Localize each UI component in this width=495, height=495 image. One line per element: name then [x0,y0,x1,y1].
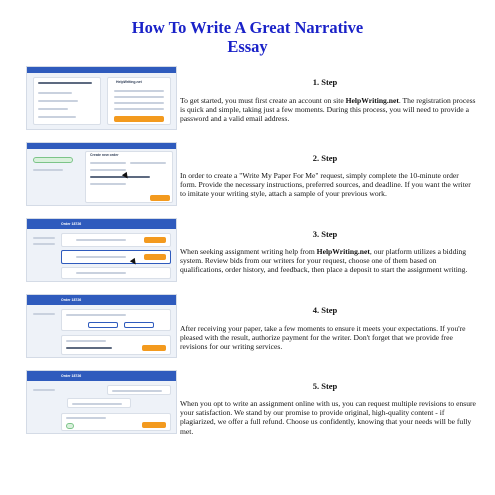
thumb-file-card [61,335,171,355]
step-2-heading: 2. Step [312,153,338,163]
thumb-revision-card [61,413,171,431]
thumb-result-card [61,309,171,331]
step-3-heading: 3. Step [312,229,338,239]
step-5-text: When you opt to write an assignment online with us, you can request multiple revisions to ensure your satisfaction. We stand by our promise to provide original, high-quality content - if plagiarized, we offer a full refund. Choose us confidently, knowing that your needs will be fully met. [180,399,476,436]
step-1-text: To get started, you must first create an account on site HelpWriting.net. The registration process is quick and simple, taking just a few moments. During this process, you will need to provide a password and a valid email address. [180,96,476,124]
step-4-heading: 4. Step [312,305,338,315]
title-line-1: How To Write A Great Narrative [131,18,364,37]
thumb-bid-card [61,233,171,247]
title-line-2: Essay [227,37,268,56]
step-1-screenshot [26,66,177,130]
thumb-order-number: Order 18726 [61,374,82,378]
thumb-bid-card-selected [61,250,171,264]
step-5-heading: 5. Step [312,381,338,391]
thumb-logo-text: HelpWriting.net [116,80,142,84]
thumb-header-bar [27,371,176,381]
page-title [0,18,495,56]
thumb-header-bar [27,143,176,149]
thumb-message-bubble [67,398,131,408]
thumb-bid-card [61,267,171,279]
thumb-order-number: Order 18726 [61,222,82,226]
step-1-heading: 1. Step [312,77,338,87]
step-3-screenshot [26,218,177,282]
step-2-text: In order to create a "Write My Paper For Me" request, simply complete the 10-minute order form. Provide the necessary instructions, preferred sources, and deadline. If you want the writer to imitate your writing style, attach a sample of your previous work. [180,171,471,199]
thumb-message-bubble [107,385,171,395]
step-4-text: After receiving your paper, take a few moments to ensure it meets your expectations. If you're pleased with the result, authorize payment for the writer. Don't forget that we provide free revisions for our writing services. [180,324,466,352]
step-4-screenshot [26,294,177,358]
thumb-next-button [150,195,170,201]
step-3-text: When seeking assignment writing help from HelpWriting.net, our platform utilizes a bidding system. Review bids from our writers for your request, choose one of them based on qualifications, order history, and feedback, then place a deposit to start the assignment writing. [180,247,468,275]
thumb-card-right [107,77,171,125]
thumb-order-number: Order 18726 [61,298,82,302]
thumb-chip [33,157,73,163]
thumb-card-left [33,77,101,125]
thumb-header-bar [27,67,176,73]
thumb-header-bar [27,219,176,229]
step-5-screenshot [26,370,177,434]
thumb-form-title: Create new order [90,153,119,157]
thumb-submit-button [114,116,164,122]
thumb-header-bar [27,295,176,305]
step-2-screenshot [26,142,177,206]
